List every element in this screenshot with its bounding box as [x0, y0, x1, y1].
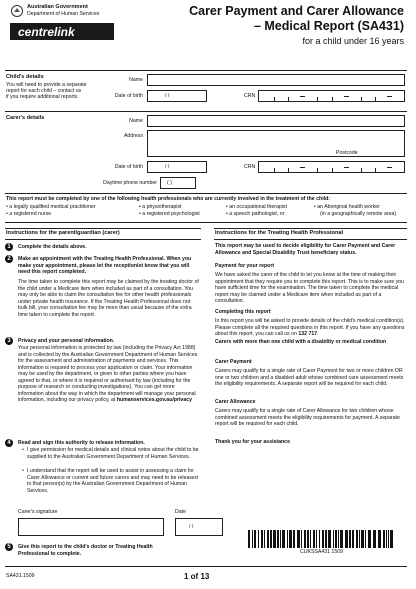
prof-col2-item2: • a registered psychologist — [139, 211, 200, 217]
child-details-heading: Child's details — [6, 74, 44, 80]
barcode-bar — [293, 530, 295, 548]
barcode-bar — [349, 530, 351, 548]
crn-digit-divider — [332, 97, 333, 101]
crn-dash — [300, 167, 305, 168]
coat-of-arms-logo — [10, 4, 24, 18]
crn-digit-divider — [274, 168, 275, 172]
crn-digit-divider — [361, 168, 362, 172]
barcode — [248, 530, 396, 548]
step-2-heading: Make an appointment with the Treating Health Professional. When you make your appointment, please let the receptionist know that you will need this report completed. — [18, 256, 192, 275]
barcode-bar — [287, 530, 288, 548]
crn-dash — [344, 167, 349, 168]
signature-date-label: Date — [175, 509, 186, 515]
step-3-heading: Privacy and your personal information. — [18, 338, 115, 344]
step-3-body: Your personal information is protected by law (including the Privacy Act 1988) and is collected by the Australian Government Department of Human Services for the assessment and administration of payments and services. This information is required to process your application or claim. Your information may be used by the department, or given to other parties where you have agreed to that, or where it is required or authorised by law (including for the purpose of research or conducting investigations). You can get more information about the way in which the department will manage your personal information, including our privacy policy, at humanservices.gov.au/privacy — [18, 345, 198, 403]
prof-col4-item2: (in a geographically remote area) — [320, 211, 397, 217]
barcode-bar — [310, 530, 311, 548]
footer-rule — [5, 566, 407, 567]
barcode-bar — [267, 530, 269, 548]
crn-dash — [387, 96, 392, 97]
child-dob-separators: / / — [165, 93, 170, 99]
barcode-bar — [254, 530, 256, 548]
carer-payment-heading: Carer Payment — [215, 359, 252, 365]
step-5-number: 5 — [5, 543, 13, 551]
barcode-bar — [319, 530, 320, 548]
barcode-bar — [335, 530, 337, 548]
barcode-bar — [368, 530, 371, 548]
right-intro: This report may be used to decide eligibility for Carer Payment and Carer Allowance and Special Disability Trust beneficiary status. — [215, 243, 396, 256]
barcode-bar — [338, 530, 339, 548]
barcode-bar — [270, 530, 272, 548]
form-code: SA431.1509 — [6, 573, 35, 579]
section-rule-1 — [5, 111, 407, 112]
child-dob-field[interactable] — [147, 90, 207, 102]
multi-child-heading: Carers with more than one child with a disability or medical condition — [215, 339, 387, 345]
carer-address-label: Address — [123, 133, 143, 139]
barcode-bar — [258, 530, 259, 548]
prof-col4-item1: • an Aboriginal health worker — [314, 204, 380, 210]
crn-digit-divider — [375, 168, 376, 172]
barcode-bar — [280, 530, 281, 548]
barcode-bar — [252, 530, 253, 548]
crn-digit-divider — [332, 168, 333, 172]
professionals-intro: This report must be completed by one of the following health professionals who are currently involved in the treatment of the child: — [6, 196, 330, 202]
prof-col3-item1: • an occupational therapist — [226, 204, 287, 210]
section-rule-3 — [5, 222, 407, 223]
carer-dob-label: Date of birth — [114, 164, 143, 170]
step-3-number: 3 — [5, 337, 13, 345]
barcode-text: CUKSSA431 1509 — [300, 549, 343, 555]
crn-digit-divider — [375, 97, 376, 101]
barcode-bar — [282, 530, 285, 548]
page-title-line1: Carer Payment and Carer Allowance — [189, 4, 404, 18]
crn-digit-divider — [274, 97, 275, 101]
section-rule-2 — [5, 193, 407, 194]
carer-dob-field[interactable] — [147, 161, 207, 173]
barcode-bar — [248, 530, 250, 548]
barcode-bar — [361, 530, 364, 548]
barcode-bar — [386, 530, 387, 548]
step-2-number: 2 — [5, 255, 13, 263]
carer-crn-label: CRN — [244, 164, 256, 170]
prof-col2-item1: • a physiotherapist — [139, 204, 182, 210]
crn-digit-divider — [288, 97, 289, 101]
step-4-number: 4 — [5, 439, 13, 447]
carer-details-heading: Carer's details — [6, 115, 45, 121]
barcode-bar — [304, 530, 306, 548]
crn-dash — [344, 96, 349, 97]
barcode-bar — [333, 530, 334, 548]
prof-col1-item1: • a legally qualified medical practitioner — [6, 204, 96, 210]
prof-col1-item2: • a registered nurse — [6, 211, 52, 217]
barcode-bar — [378, 530, 381, 548]
thank-you-text: Thank you for your assistance — [215, 439, 290, 445]
carer-crn-field[interactable] — [258, 161, 405, 173]
crn-digit-divider — [317, 97, 318, 101]
signature-date-separators: / / — [189, 524, 194, 530]
barcode-bar — [340, 530, 343, 548]
crn-digit-divider — [317, 168, 318, 172]
barcode-bar — [313, 530, 315, 548]
barcode-bar — [301, 530, 302, 548]
step-1-text: Complete the details above. — [18, 244, 87, 250]
child-note-line3: if you require additional reports. — [6, 94, 79, 100]
right-instructions-heading: Instructions for the Treating Health Professional — [215, 230, 344, 236]
barcode-bar — [390, 530, 393, 548]
signature-date-field[interactable] — [175, 518, 223, 536]
step-5-text: Give this report to the child's doctor or Treating Health Professional to complete. — [18, 544, 153, 557]
barcode-bar — [325, 530, 327, 548]
carer-allowance-heading: Carer Allowance — [215, 399, 256, 405]
crn-digit-divider — [288, 168, 289, 172]
barcode-bar — [289, 530, 292, 548]
barcode-bar — [345, 530, 348, 548]
left-instructions-heading: Instructions for the parent/guardian (carer) — [6, 230, 120, 236]
prof-col3-item2: • a speech pathologist, or — [226, 211, 285, 217]
step-4-bullet-2: • I understand that the report will be used to assist in assessing a claim for Carer Allowance or current and future carers and may need to be released to that person(s) by the Australian Government Department of Human Services. — [22, 468, 198, 494]
carer-dob-separators: / / — [165, 164, 170, 170]
phone-number: 132 717 — [298, 331, 318, 337]
barcode-bar — [316, 530, 317, 548]
page-subtitle: for a child under 16 years — [302, 36, 404, 46]
child-name-label: Name — [129, 77, 143, 83]
carer-phone-parens: ( ) — [167, 180, 172, 186]
right-heading-rule-bottom — [214, 239, 407, 240]
completing-body: In this report you will be asked to provide details of the child's medical condition(s). Please complete all the required questions in this report. If you have any questions about this report, you can call us on 132 717. — [215, 318, 405, 337]
barcode-bar — [297, 530, 300, 548]
barcode-bar — [352, 530, 354, 548]
carer-allowance-body: Carers may qualify for a single rate of Carer Allowance for two children whose combined assessment meets the eligibility requirements for payment. A separate report will be required for each child. — [215, 408, 400, 427]
signature-field[interactable] — [18, 518, 164, 536]
child-crn-field[interactable] — [258, 90, 405, 102]
crn-digit-divider — [361, 97, 362, 101]
barcode-bar — [322, 530, 324, 548]
child-name-field[interactable] — [147, 74, 405, 86]
child-dob-label: Date of birth — [114, 93, 143, 99]
step-2-body: The time taken to complete this report may be claimed by the treating doctor of the child under a Medicare item when included as part of a consultation. You may only be able to claim the consultation fee for other health professionals under private health insurance. If the Treating Health Professional does not bulk bill, your consultation fee may be more than usual because of the extra time taken to complete the report. — [18, 279, 199, 318]
step-1-number: 1 — [5, 243, 13, 251]
page-number: 1 of 13 — [184, 572, 210, 581]
barcode-bar — [365, 530, 366, 548]
barcode-bar — [383, 530, 385, 548]
step-4-bullet-1: • I give permission for medical details and clinical notes about the child to be supplied to the Australian Government Department of Human Services. — [22, 447, 199, 460]
barcode-bar — [373, 530, 376, 548]
barcode-bar — [261, 530, 263, 548]
child-crn-label: CRN — [244, 93, 256, 99]
brand-logo-text: centrelink — [18, 25, 75, 39]
left-heading-rule-bottom — [5, 239, 201, 240]
privacy-link[interactable]: humanservices.gov.au/privacy — [116, 397, 192, 403]
carer-postcode-label: Postcode — [336, 150, 358, 156]
child-note-line2: report for each child – contact us — [6, 88, 82, 94]
page-title-line2: – Medical Report (SA431) — [253, 19, 404, 33]
completing-heading: Completing this report — [215, 309, 271, 315]
carer-payment-body: Carers may qualify for a single rate of Carer Payment for two or more children OR one or two children and a disabled adult whose combined care assessment meets the eligibility requirements. A separate report will be required for each child. — [215, 368, 404, 387]
crn-dash — [387, 167, 392, 168]
right-heading-rule-top — [214, 228, 407, 229]
carer-name-field[interactable] — [147, 115, 405, 127]
child-note-line1: You will need to provide a separate — [6, 82, 87, 88]
carer-address-field[interactable] — [147, 130, 405, 157]
barcode-bar — [388, 530, 389, 548]
barcode-bar — [264, 530, 265, 548]
agency-line1: Australian Government — [27, 4, 88, 10]
payment-heading: Payment for your report — [215, 263, 275, 269]
crn-dash — [300, 96, 305, 97]
signature-label: Carer's signature — [18, 509, 58, 515]
payment-body: We have asked the carer of the child to let you know at the time of making their appointment that they require you to complete this report. This is to make sure you have sufficient time for the examination. The time taken to complete the medical report may be claimed under a Medicare item when included as part of a consultation. — [215, 272, 405, 304]
agency-line2: Department of Human Services — [27, 11, 100, 17]
left-heading-rule-top — [5, 228, 201, 229]
barcode-bar — [273, 530, 276, 548]
carer-phone-label: Daytime phone number — [103, 180, 157, 186]
header-rule — [5, 70, 407, 71]
carer-name-label: Name — [129, 118, 143, 124]
barcode-bar — [328, 530, 331, 548]
barcode-bar — [356, 530, 358, 548]
barcode-bar — [277, 530, 279, 548]
barcode-bar — [307, 530, 309, 548]
carer-phone-field[interactable] — [160, 177, 196, 189]
step-4-heading: Read and sign this authority to release information. — [18, 440, 145, 446]
barcode-bar — [359, 530, 360, 548]
